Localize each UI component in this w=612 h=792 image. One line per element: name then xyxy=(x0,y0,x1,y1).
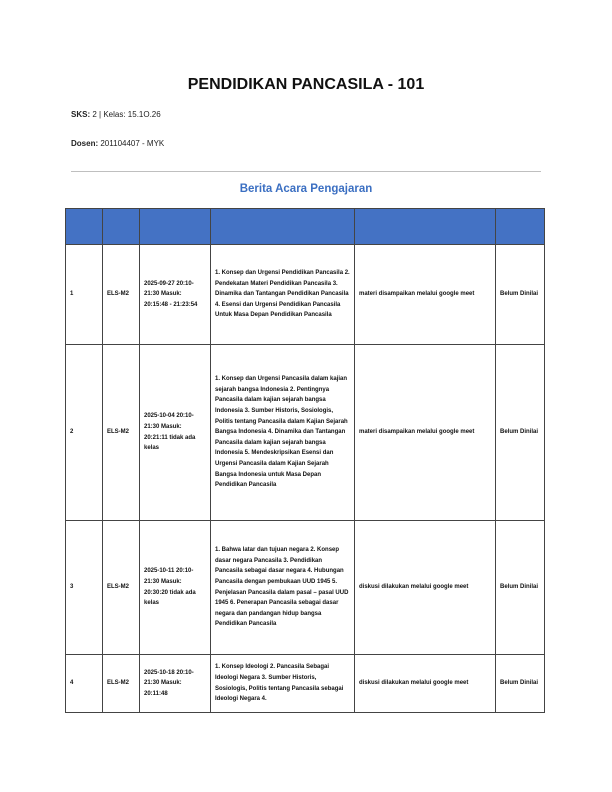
header-cell-time xyxy=(140,209,211,245)
row-status: Belum Dinilai xyxy=(496,655,545,713)
sks-value: 2 | Kelas: 15.1O.26 xyxy=(92,110,161,119)
row-code: ELS-M2 xyxy=(103,345,140,521)
row-method: diskusi dilakukan melalui google meet xyxy=(355,655,496,713)
row-status: Belum Dinilai xyxy=(496,245,545,345)
header-cell-material xyxy=(211,209,355,245)
dosen-label: Dosen: xyxy=(71,139,99,148)
row-code: ELS-M2 xyxy=(103,521,140,655)
header-divider xyxy=(71,171,541,172)
sks-class-info xyxy=(71,110,161,119)
row-material: 1. Bahwa latar dan tujuan negara 2. Konsep dasar negara Pancasila 3. Pendidikan Pancasila sebagai dasar negara 4. Hubungan Pancasila dengan pembukaan UUD 1945 5. Penjelasan Pancasila dalam pasal – pasal UUD 1945 6. Penerapan Pancasila sebagai dasar negara dan pandangan hidup bangsa Pendidikan Pancasila xyxy=(211,521,355,655)
header-cell-code xyxy=(103,209,140,245)
sks-label: SKS: xyxy=(71,110,91,119)
teaching-record-table xyxy=(65,208,545,713)
row-material: 1. Konsep dan Urgensi Pendidikan Pancasila 2. Pendekatan Materi Pendidikan Pancasila 3. Dinamika dan Tantangan Pendidikan Pancasila 4. Esensi dan Urgensi Pendidikan Pancasila Untuk Masa Depan Pendidikan Pancasila xyxy=(211,245,355,345)
row-time: 2025-10-04 20:10-21:30 Masuk: 20:21:11 tidak ada kelas xyxy=(140,345,211,521)
row-time: 2025-10-11 20:10-21:30 Masuk: 20:30:20 tidak ada kelas xyxy=(140,521,211,655)
header-cell-status xyxy=(496,209,545,245)
row-time: 2025-09-27 20:10-21:30 Masuk: 20:15:48 - 21:23:54 xyxy=(140,245,211,345)
row-code: ELS-M2 xyxy=(103,245,140,345)
row-method: diskusi dilakukan melalui google meet xyxy=(355,521,496,655)
table-row xyxy=(66,245,545,345)
row-number: 1 xyxy=(66,245,103,345)
row-number: 2 xyxy=(66,345,103,521)
table-row xyxy=(66,521,545,655)
row-status: Belum Dinilai xyxy=(496,521,545,655)
header-cell-no xyxy=(66,209,103,245)
row-time: 2025-10-18 20:10-21:30 Masuk: 20:11:48 xyxy=(140,655,211,713)
row-material: 1. Konsep Ideologi 2. Pancasila Sebagai Ideologi Negara 3. Sumber Historis, Sosiologis, Politis tentang Pancasila sebagai Ideologi Negara 4. xyxy=(211,655,355,713)
row-material: 1. Konsep dan Urgensi Pancasila dalam kajian sejarah bangsa Indonesia 2. Pentingnya Pancasila dalam kajian sejarah bangsa Indonesia 3. Sumber Historis, Sosiologis, Politis tentang Pancasila dalam Kajian Sejarah Bangsa Indonesia 4. Dinamika dan Tantangan Pancasila dalam kajian sejarah bangsa Indonesia 5. Mendeskripsikan Esensi dan Urgensi Pancasila dalam Kajian Sejarah Bangsa Indonesia untuk Masa Depan Pendidikan Pancasila xyxy=(211,345,355,521)
row-number: 4 xyxy=(66,655,103,713)
row-status: Belum Dinilai xyxy=(496,345,545,521)
page-title: PENDIDIKAN PANCASILA - 101 xyxy=(187,76,425,93)
section-title: Berita Acara Pengajaran xyxy=(239,183,373,195)
table-row xyxy=(66,345,545,521)
row-code: ELS-M2 xyxy=(103,655,140,713)
table-row xyxy=(66,655,545,713)
row-method: materi disampaikan melalui google meet xyxy=(355,245,496,345)
row-number: 3 xyxy=(66,521,103,655)
row-method: materi disampaikan melalui google meet xyxy=(355,345,496,521)
dosen-value: 201104407 - MYK xyxy=(100,139,165,148)
table-header-row xyxy=(66,209,545,245)
header-cell-method xyxy=(355,209,496,245)
lecturer-info xyxy=(71,139,164,148)
